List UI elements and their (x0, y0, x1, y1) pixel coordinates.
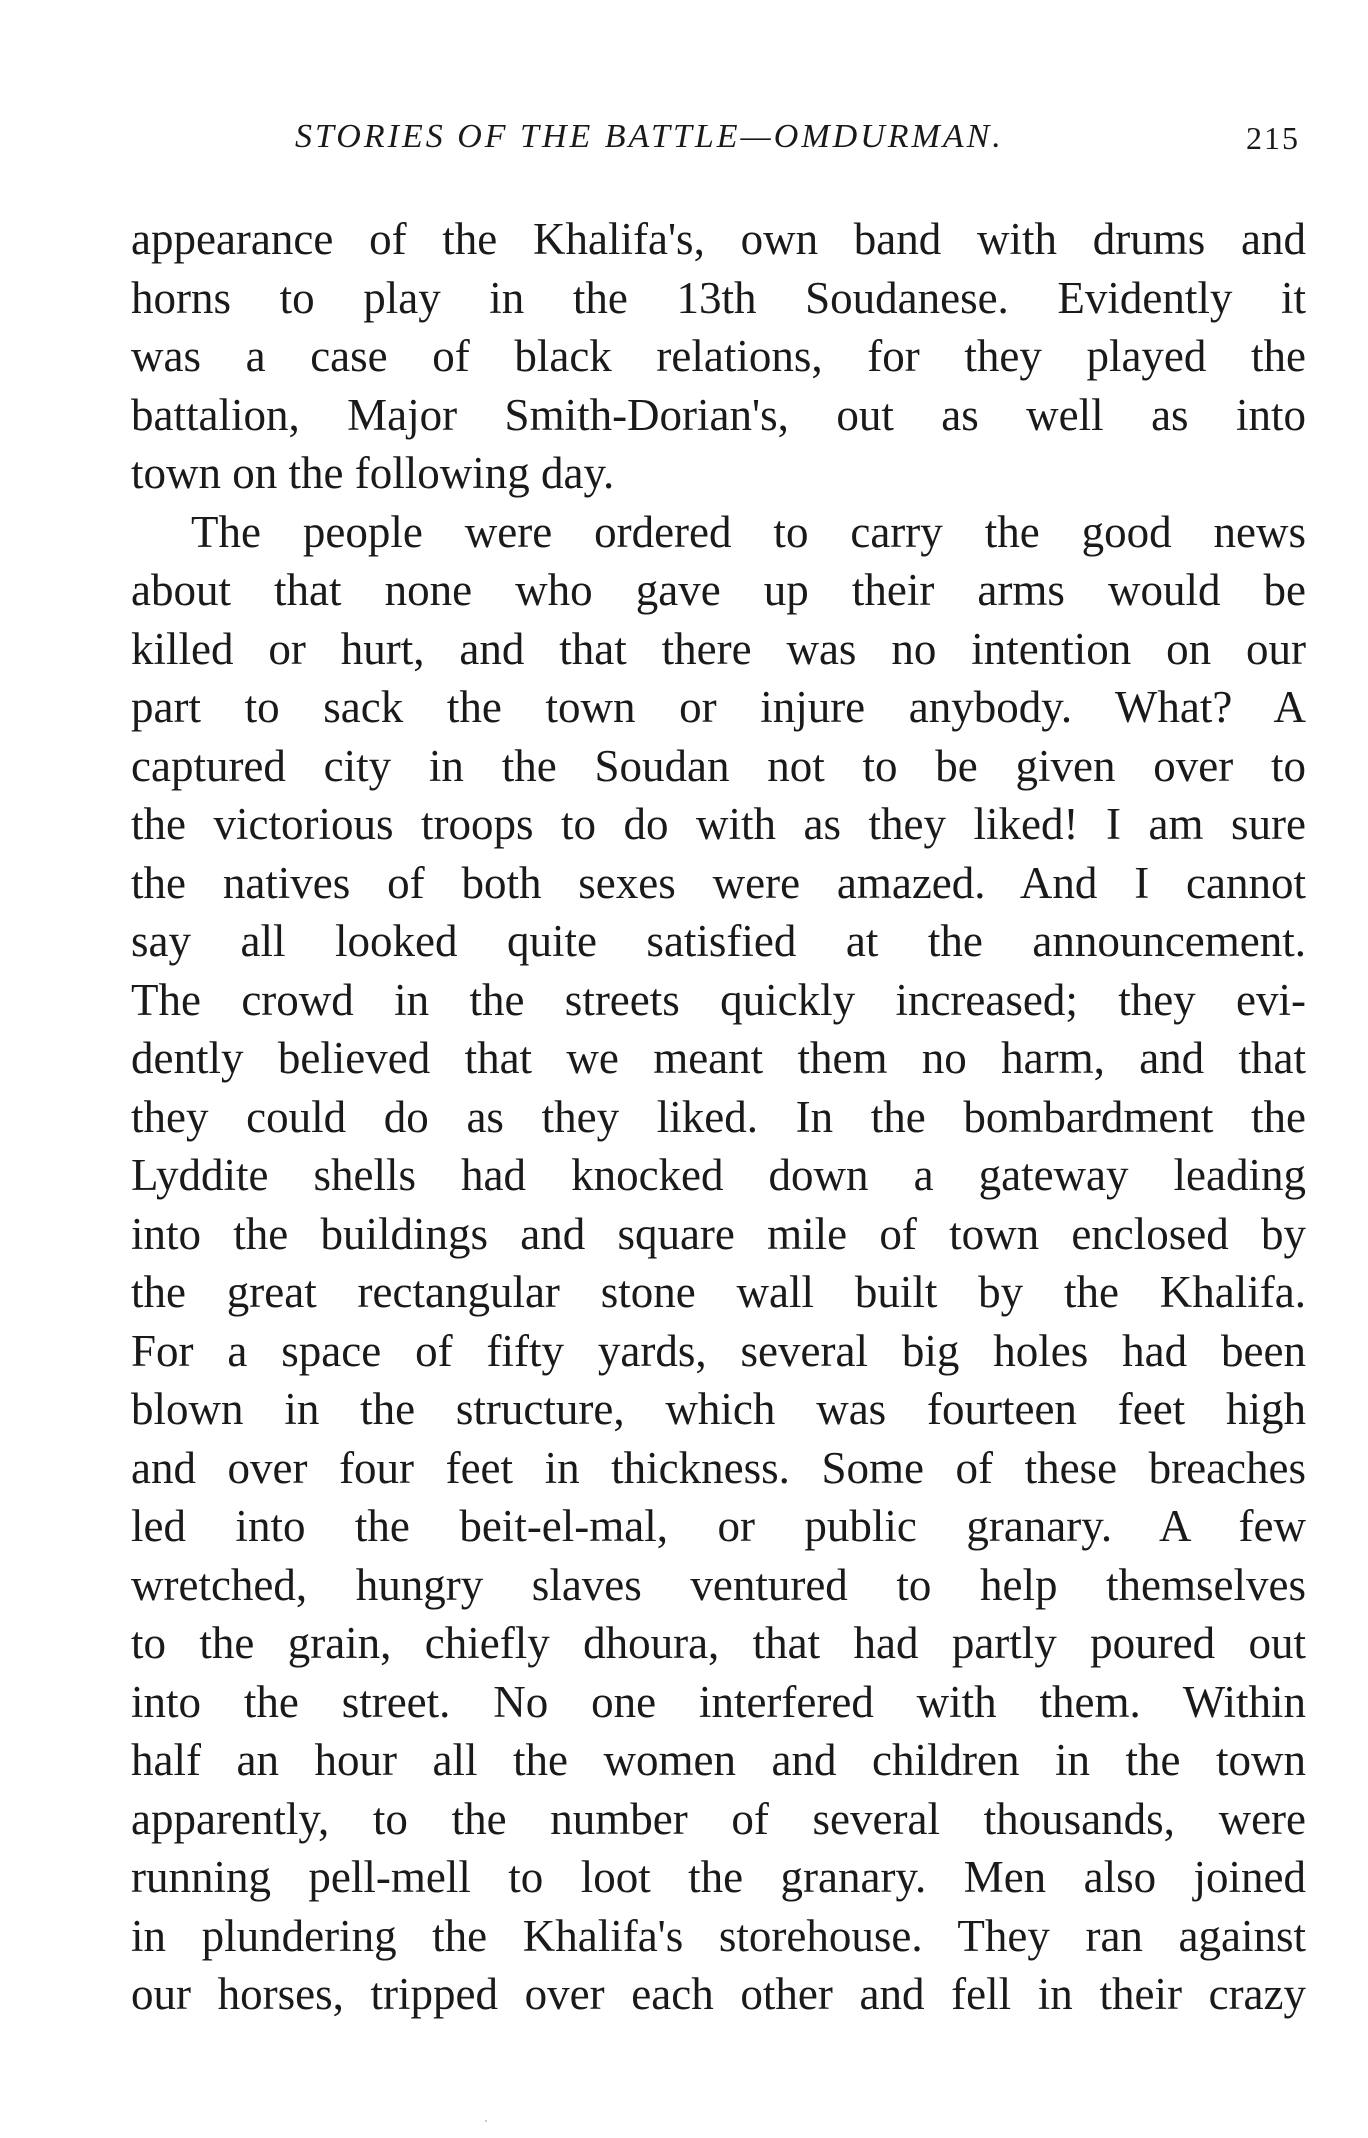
text-line: into the street. No one interfered with them. Within (131, 1676, 1306, 1727)
text-line: the natives of both sexes were amazed. And I cannot (131, 857, 1306, 908)
text-line: apparently, to the number of several thousands, were (131, 1793, 1306, 1844)
text-line: Lyddite shells had knocked down a gateway leading (131, 1150, 1306, 1200)
text-line: The people were ordered to carry the good news (191, 506, 1306, 557)
text-line: was a case of black relations, for they played the (131, 331, 1306, 381)
running-title: STORIES OF THE BATTLE—OMDURMAN. (295, 118, 1004, 155)
text-line: town on the following day. (131, 448, 615, 498)
text-line: The crowd in the streets quickly increased; they evi- (131, 974, 1306, 1025)
text-line: say all looked quite satisfied at the announcement. (131, 916, 1306, 966)
text-line: they could do as they liked. In the bombardment the (131, 1091, 1306, 1142)
paper-speck (485, 2120, 487, 2122)
text-line: wretched, hungry slaves ventured to help themselves (131, 1559, 1306, 1610)
text-line: dently believed that we meant them no harm, and that (131, 1033, 1306, 1083)
text-line: in plundering the Khalifa's storehouse. They ran against (131, 1910, 1306, 1961)
text-line: appearance of the Khalifa's, own band with drums and (131, 214, 1306, 264)
text-line: running pell-mell to loot the granary. Men also joined (131, 1852, 1306, 1902)
text-line: about that none who gave up their arms would be (131, 565, 1306, 615)
page-number: 215 (1246, 120, 1300, 156)
text-line: the victorious troops to do with as they liked! I am sure (131, 799, 1306, 849)
text-line: battalion, Major Smith-Dorian's, out as well as into (131, 389, 1306, 440)
text-line: part to sack the town or injure anybody. What? A (131, 682, 1306, 732)
text-line: For a space of fifty yards, several big holes had been (131, 1325, 1306, 1376)
text-line: to the grain, chiefly dhoura, that had partly poured out (131, 1618, 1306, 1668)
running-head (130, 118, 1300, 168)
text-line: half an hour all the women and children in the town (131, 1735, 1306, 1785)
text-line: led into the beit-el-mal, or public granary. A few (131, 1501, 1306, 1551)
text-line: and over four feet in thickness. Some of these breaches (131, 1442, 1306, 1493)
text-line: blown in the structure, which was fourteen feet high (131, 1384, 1306, 1434)
text-line: into the buildings and square mile of town enclosed by (131, 1208, 1306, 1259)
text-line: horns to play in the 13th Soudanese. Evidently it (131, 272, 1306, 323)
text-line: captured city in the Soudan not to be given over to (131, 740, 1306, 791)
body-text (131, 210, 1306, 2024)
text-line: the great rectangular stone wall built by the Khalifa. (131, 1267, 1306, 1317)
text-line: killed or hurt, and that there was no intention on our (131, 623, 1306, 674)
text-line: our horses, tripped over each other and fell in their crazy (131, 1969, 1306, 2019)
